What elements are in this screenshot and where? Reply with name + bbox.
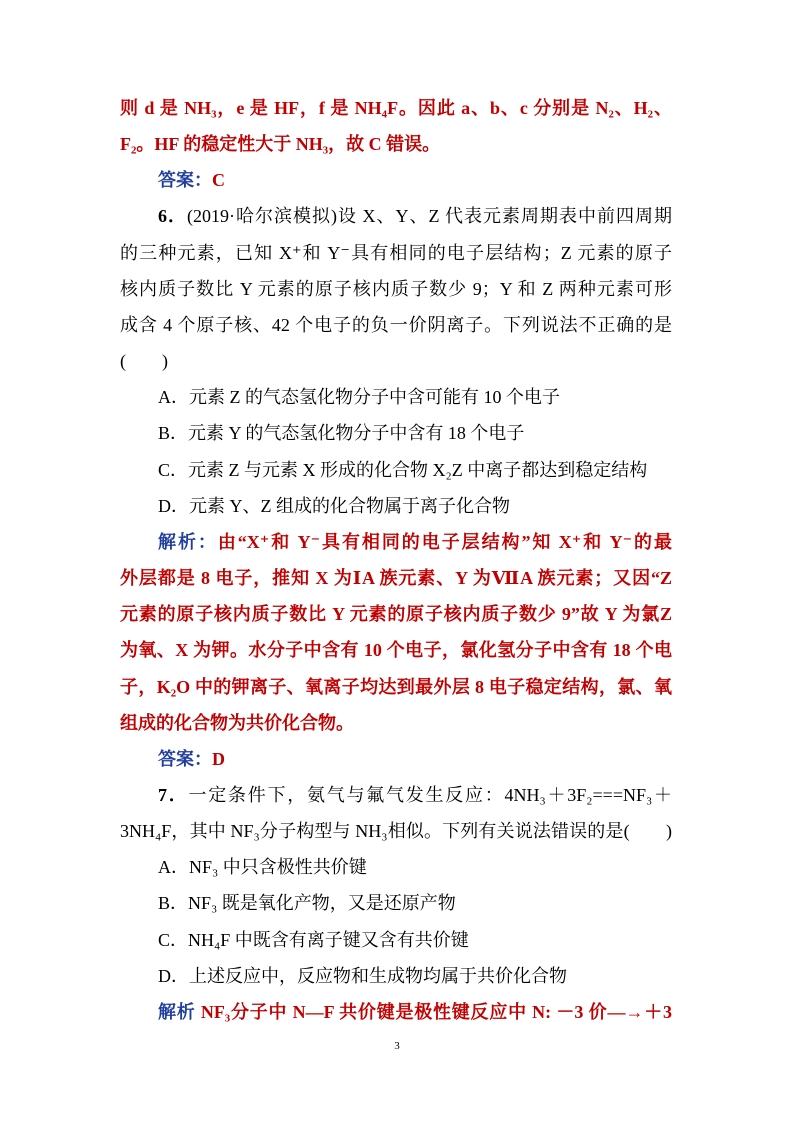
q6-analysis-line-6: 组成的化合物为共价化合物。 (120, 712, 354, 733)
page-content (120, 90, 672, 1030)
q6-answer-line (120, 741, 672, 777)
q6-stem-line-2: 的三种元素，已知 X⁺和 Y⁻具有相同的电子层结构；Z 元素的原子 (120, 242, 672, 263)
q6-option-a: A．元素 Z 的气态氢化物分子中含可能有 10 个电子 (158, 387, 560, 408)
q7-stem-line-2: 3NH₄F，其中 NF₃分子构型与 NH₃相似。下列有关说法错误的是( ) (120, 821, 672, 842)
analysis-label: 解析： (158, 531, 218, 552)
q7-option-c: C．NH₄F 中既含有离子键又含有共价键 (158, 929, 469, 950)
page-number: 3 (394, 1040, 400, 1052)
question-stem-text: 一定条件下，氨气与氟气发生反应：4NH₃＋3F₂===NF₃＋ (188, 784, 672, 805)
q6-analysis-line-5: 子，K₂O 中的钾离子、氧离子均达到最外层 8 电子稳定结构，氯、氧 (120, 676, 672, 697)
analysis-label: 解析 (158, 1001, 196, 1022)
q6-analysis-line-2: 外层都是 8 电子，推知 X 为ⅠA 族元素、Y 为ⅦA 族元素；又因“Z (120, 568, 672, 589)
q7-option-a: A．NF₃ 中只含极性共价键 (158, 857, 367, 878)
q6-stem-line-4: 成含 4 个原子核、42 个电子的负一价阴离子。下列说法不正确的是 (120, 314, 672, 335)
analysis-text: NF₃分子中 N—F 共价键是极性键反应中 N: －3 价—→＋3 (195, 1001, 672, 1022)
q6-option-b: B．元素 Y 的气态氢化物分子中含有 18 个电子 (158, 423, 525, 444)
q7-analysis-line-1 (120, 994, 672, 1030)
q6-analysis-line-1 (120, 524, 672, 560)
prev-analysis-line-1: 则 d 是 NH₃，e 是 HF，f 是 NH₄F。因此 a、b、c 分别是 N₂、H₂、 (120, 98, 672, 118)
q6-analysis-line-3: 元素的原子核内质子数比 Y 元素的原子核内质子数少 9”故 Y 为氯Z (120, 604, 672, 625)
prev-analysis-line-2: F₂。HF 的稳定性大于 NH₃，故 C 错误。 (120, 134, 441, 155)
q6-option-d: D．元素 Y、Z 组成的化合物属于离子化合物 (158, 495, 510, 516)
q6-answer-blank: ( ) (120, 351, 168, 372)
question-number: 6． (158, 206, 188, 227)
q7-stem-line-1 (120, 777, 672, 813)
q7-option-d: D．上述反应中，反应物和生成物均属于共价化合物 (158, 965, 567, 986)
question-number: 7． (158, 784, 189, 805)
q6-stem-line-1 (120, 198, 672, 234)
answer-label: 答案： (158, 170, 212, 191)
q6-option-c: C．元素 Z 与元素 X 形成的化合物 X₂Z 中离子都达到稳定结构 (158, 459, 648, 480)
question-stem-text: (2019·哈尔滨模拟)设 X、Y、Z 代表元素周期表中前四周期 (187, 206, 672, 227)
q6-stem-line-3: 核内质子数比 Y 元素的原子核内质子数少 9；Y 和 Z 两种元素可形 (120, 278, 672, 299)
q6-analysis-line-4: 为氧、X 为钾。水分子中含有 10 个电子，氯化氢分子中含有 18 个电 (120, 640, 672, 661)
analysis-text: 由“X⁺和 Y⁻具有相同的电子层结构”知 X⁺和 Y⁻的最 (217, 531, 672, 552)
prev-answer-line (120, 162, 672, 198)
answer-value: D (212, 748, 225, 769)
answer-label: 答案： (158, 748, 212, 769)
q7-option-b: B．NF₃ 既是氧化产物，又是还原产物 (158, 893, 456, 914)
answer-value: C (212, 170, 225, 191)
